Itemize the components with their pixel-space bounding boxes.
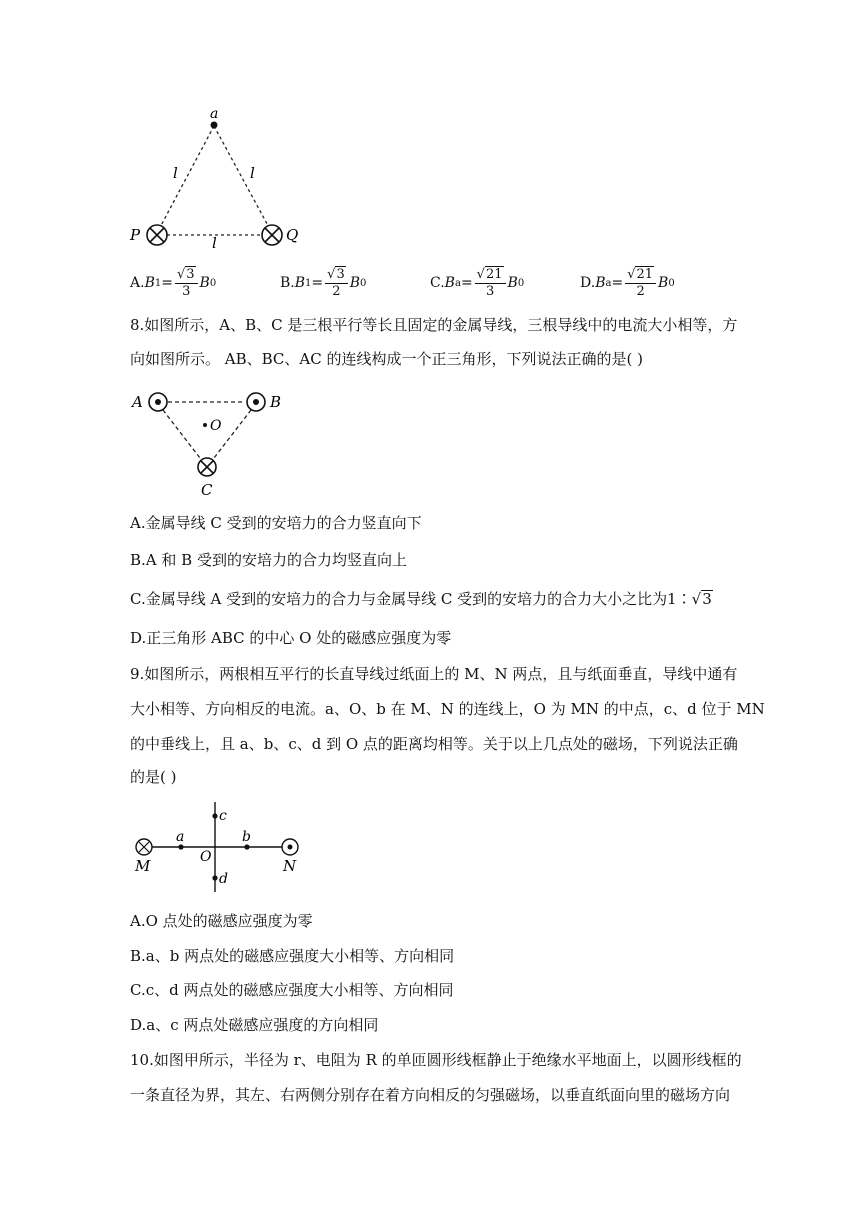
fig9-label-O: O xyxy=(200,849,212,865)
q9-stem-line2: 大小相等、方向相反的电流。a、O、b 在 M、N 的连线上，O 为 MN 的中点，c、d 位于 MN xyxy=(130,700,765,718)
q8-option-a[interactable]: A.金属导线 C 受到的安培力的合力竖直向下 xyxy=(130,514,422,532)
q9-wires-figure xyxy=(128,800,318,896)
fig9-label-d: d xyxy=(219,871,228,887)
q8-stem-line2: 向如图所示。 AB、BC、AC 的连线构成一个正三角形，下列说法正确的是( ) xyxy=(130,350,643,368)
q9-stem-line4: 的是( ) xyxy=(130,768,177,786)
wire-M-into-page-icon xyxy=(136,839,152,855)
q9-option-b[interactable]: B.a、b 两点处的磁感应强度大小相等、方向相同 xyxy=(130,947,455,965)
fig8-label-A: A xyxy=(132,393,143,411)
fig9-label-c: c xyxy=(219,808,227,824)
fig8-label-B: B xyxy=(270,393,282,411)
fig9-label-M: M xyxy=(135,857,151,875)
fig8-label-C: C xyxy=(201,481,213,499)
q9-stem-line1: 9.如图所示，两根相互平行的长直导线过纸面上的 M、N 两点，且与纸面垂直，导线中通有 xyxy=(130,665,738,683)
q8-triangle-figure xyxy=(128,388,298,503)
q8-option-c[interactable]: C.金属导线 A 受到的安培力的合力与金属导线 C 受到的安培力的合力大小之比为1∶√3 xyxy=(130,590,712,608)
wire-P-into-page-icon xyxy=(147,225,167,245)
q9-option-d[interactable]: D.a、c 两点处磁感应强度的方向相同 xyxy=(130,1016,379,1034)
q10-stem-line1: 10.如图甲所示，半径为 r、电阻为 R 的单匝圆形线框静止于绝缘水平地面上，以圆形线框的 xyxy=(130,1051,742,1069)
label-Q: Q xyxy=(286,226,299,244)
label-l-right: l xyxy=(250,164,255,182)
wire-Q-into-page-icon xyxy=(262,225,282,245)
fig8-label-O: O xyxy=(210,418,222,434)
label-l-left: l xyxy=(173,164,178,182)
q7-option-c[interactable]: C. B a = $\frac{√21}{3}$ B 0 xyxy=(430,267,525,299)
q8-option-b[interactable]: B.A 和 B 受到的安培力的合力均竖直向上 xyxy=(130,551,407,569)
q7-triangle-figure xyxy=(120,100,320,250)
fig9-label-N: N xyxy=(283,857,297,875)
label-a: a xyxy=(210,106,219,122)
wire-A-out-of-page-icon xyxy=(149,393,167,411)
q9-stem-line3: 的中垂线上，且 a、b、c、d 到 O 点的距离均相等。关于以上几点处的磁场，下列说法正确 xyxy=(130,735,738,753)
label-l-bottom: l xyxy=(212,234,217,250)
wire-B-out-of-page-icon xyxy=(247,393,265,411)
q7-option-d[interactable]: D. B a = $\frac{√21}{2}$ B 0 xyxy=(580,267,675,299)
q8-option-d[interactable]: D.正三角形 ABC 的中心 O 处的磁感应强度为零 xyxy=(130,629,452,647)
q7-option-b[interactable]: B. B 1 = $\frac{√3}{2}$ B 0 xyxy=(280,267,367,299)
fig9-label-b: b xyxy=(242,829,251,845)
q10-stem-line2: 一条直径为界，其左、右两侧分别存在着方向相反的匀强磁场，以垂直纸面向里的磁场方向 xyxy=(130,1086,731,1104)
q7-option-a[interactable]: A. B 1 = $\frac{√3}{3}$ B 0 xyxy=(130,267,217,299)
wire-C-into-page-icon xyxy=(198,458,216,476)
q8-stem-line1: 8.如图所示，A、B、C 是三根平行等长且固定的金属导线，三根导线中的电流大小相等，方 xyxy=(130,316,738,334)
label-P: P xyxy=(130,226,141,244)
q9-option-c[interactable]: C.c、d 两点处的磁感应强度大小相等、方向相同 xyxy=(130,981,454,999)
fig9-label-a: a xyxy=(176,829,185,845)
wire-N-out-of-page-icon xyxy=(282,839,298,855)
q9-option-a[interactable]: A.O 点处的磁感应强度为零 xyxy=(130,912,313,930)
